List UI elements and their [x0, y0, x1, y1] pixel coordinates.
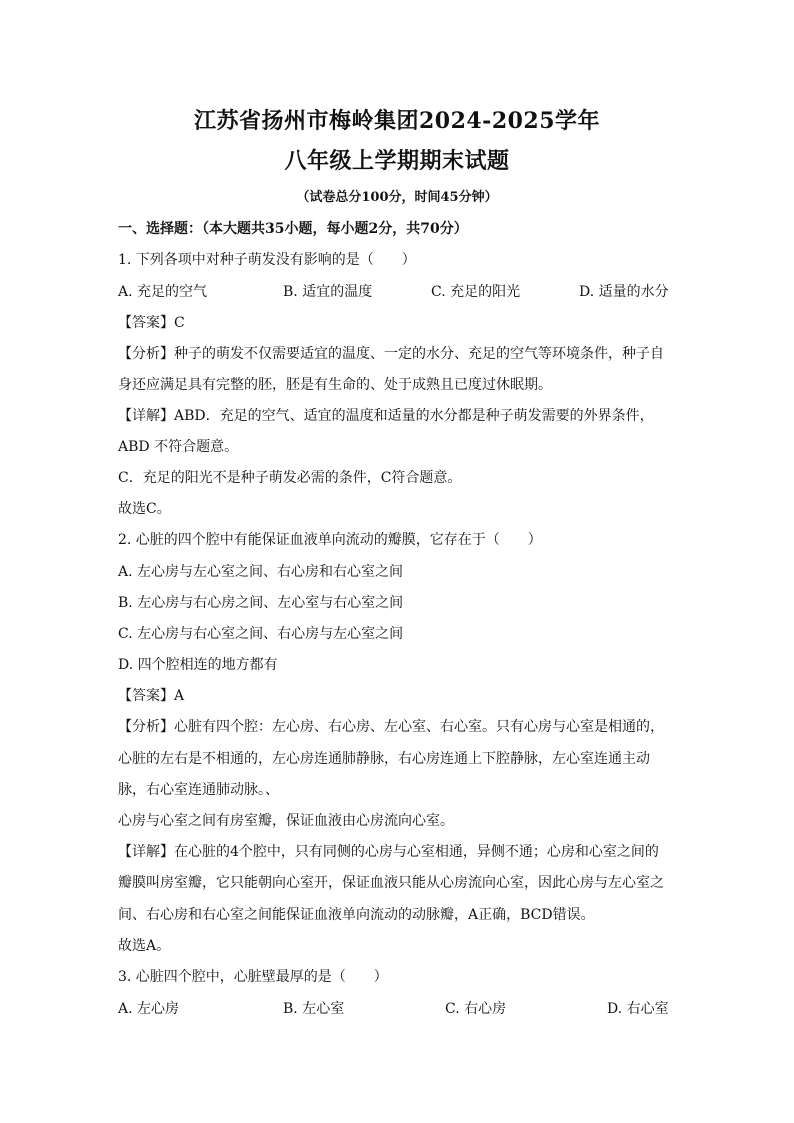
q1-answer: 【答案】C — [118, 315, 185, 331]
q1-analysis-line1: 【分析】种子的萌发不仅需要适宜的温度、一定的水分、充足的空气等环境条件，种子自 — [118, 346, 664, 362]
q2-option-b: B. 左心房与右心房之间、左心室与右心室之间 — [118, 595, 404, 611]
q2-option-c: C. 左心房与右心室之间、右心房与左心室之间 — [118, 626, 404, 642]
q2-detail-line1: 【详解】在心脏的4个腔中，只有同侧的心房与心室相通，异侧不通；心房和心室之间的 — [118, 844, 659, 860]
exam-subtitle: （试卷总分100分，时间45分钟） — [296, 190, 498, 205]
q1-analysis-line2: 身还应满足具有完整的胚，胚是有生命的、处于成熟且已度过休眠期。 — [118, 377, 552, 393]
q2-analysis-line1: 【分析】心脏有四个腔：左心房、右心房、左心室、右心室。只有心房与心室是相通的， — [118, 719, 664, 735]
section-heading: 一、选择题：（本大题共35小题，每小题2分，共70分） — [118, 221, 468, 237]
q1-option-a: A. 充足的空气 — [118, 284, 208, 300]
q3-option-a: A. 左心房 — [118, 1001, 180, 1017]
exam-title-line2: 八年级上学期期末试题 — [284, 148, 510, 174]
q2-stem: 2. 心脏的四个腔中有能保证血液单向流动的瓣膜，它存在于（ ） — [118, 532, 542, 548]
q3-option-b: B. 左心室 — [283, 1001, 345, 1017]
q1-option-b: B. 适宜的温度 — [283, 284, 373, 300]
q3-stem: 3. 心脏四个腔中，心脏壁最厚的是（ ） — [118, 969, 388, 985]
q1-option-c: C. 充足的阳光 — [431, 284, 521, 300]
q1-choice: 故选C。 — [118, 501, 171, 517]
q2-answer: 【答案】A — [118, 688, 185, 704]
q3-option-d: D. 右心室 — [607, 1001, 669, 1017]
q2-option-d: D. 四个腔相连的地方都有 — [118, 657, 278, 673]
q2-analysis-line4: 心房与心室之间有房室瓣，保证血液由心房流向心室。 — [118, 813, 454, 829]
q2-detail-line2: 瓣膜叫房室瓣，它只能朝向心室开，保证血液只能从心房流向心室，因此心房与左心室之 — [118, 875, 664, 891]
q2-analysis-line3: 脉，右心室连通肺动脉。、 — [118, 782, 279, 798]
q2-analysis-line2: 心脏的左右是不相通的，左心房连通肺静脉，右心房连通上下腔静脉，左心室连通主动 — [118, 751, 650, 767]
q1-detail-line2: ABD 不符合题意。 — [118, 439, 239, 455]
q2-detail-line3: 间、右心房和右心室之间能保证血液单向流动的动脉瓣，A正确，BCD错误。 — [118, 907, 595, 923]
q1-option-d: D. 适量的水分 — [579, 284, 669, 300]
q1-stem: 1. 下列各项中对种子萌发没有影响的是（ ） — [118, 252, 416, 268]
q3-option-c: C. 右心房 — [445, 1001, 507, 1017]
q2-option-a: A. 左心房与左心室之间、右心房和右心室之间 — [118, 564, 404, 580]
q1-detail-line1: 【详解】ABD．充足的空气、适宜的温度和适量的水分都是种子萌发需要的外界条件， — [118, 408, 654, 424]
exam-title-line1: 江苏省扬州市梅岭集团2024-2025学年 — [193, 108, 601, 134]
q1-detail-line3: C．充足的阳光不是种子萌发必需的条件，C符合题意。 — [118, 470, 462, 486]
q2-choice: 故选A。 — [118, 938, 171, 954]
